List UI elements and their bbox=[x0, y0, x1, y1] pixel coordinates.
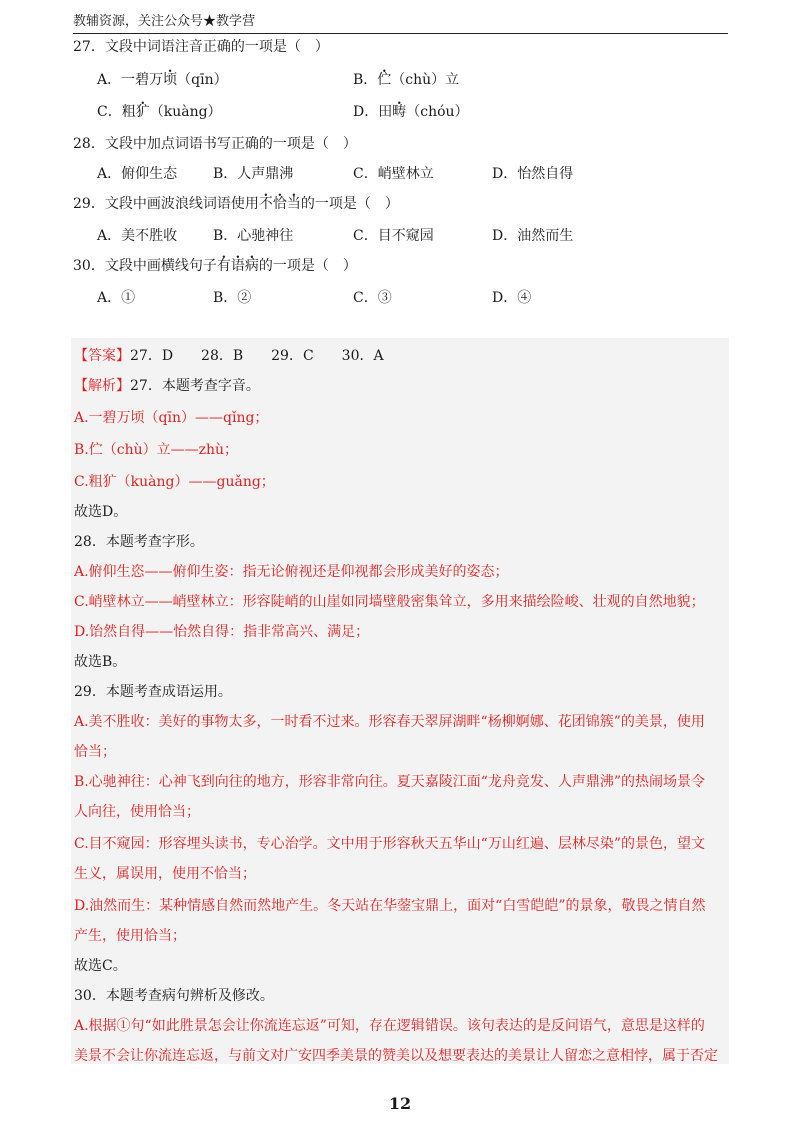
q27-option-a: A．一碧万顷（qīn） bbox=[97, 72, 228, 88]
answer-values: 27．D 28．B 29．C 30．A bbox=[130, 348, 384, 364]
q28-option-b: B．人声鼎沸 bbox=[213, 166, 294, 182]
analysis-line-15: C.目不窥园：形容埋头读书，专心治学。文中用于形容秋天五华山“万山红遍、层林尽染”的景色，望文 bbox=[74, 836, 705, 852]
analysis-line-4: 故选D。 bbox=[74, 504, 128, 520]
analysis-line-22: 美景不会让你流连忘返，与前文对广安四季美景的赞美以及想要表达的美景让人留恋之意相悖，属于否定 bbox=[74, 1048, 718, 1064]
analysis-line-5: 28．本题考查字形。 bbox=[74, 534, 204, 550]
question-28-stem: 28．文段中加点词语书写正确的一项是（ ） bbox=[73, 136, 357, 152]
page-header bbox=[73, 11, 728, 34]
q27-option-c: C．粗犷（kuàng） bbox=[97, 104, 222, 120]
page-number: 12 bbox=[388, 1094, 412, 1113]
q28-option-c: C．峭壁林立 bbox=[353, 166, 434, 182]
q30-option-c: C．③ bbox=[353, 290, 392, 306]
q29-option-b: B．心驰神往 bbox=[213, 228, 294, 244]
analysis-line-1: A.一碧万顷（qīn）——qǐng； bbox=[74, 410, 269, 426]
analysis-line-14: 人向往，使用恰当； bbox=[74, 804, 200, 820]
analysis-line-2: B.伫（chù）立——zhù； bbox=[74, 442, 239, 458]
analysis-line-18: 产生，使用恰当； bbox=[74, 928, 186, 944]
q29-option-c: C．目不窥园 bbox=[353, 228, 434, 244]
q27-option-b: B．伫（chù）立 bbox=[353, 72, 460, 88]
analysis-line-10: 29．本题考查成语运用。 bbox=[74, 684, 232, 700]
analysis-line-0: 【解析】27．本题考查字音。 bbox=[74, 378, 260, 394]
question-29-stem: 29．文段中画波浪线词语使用不恰当的一项是（ ） bbox=[73, 196, 399, 212]
question-27-stem: 27．文段中词语注音正确的一项是（ ） bbox=[73, 39, 329, 55]
analysis-line-21: A.根据①句“如此胜景怎会让你流连忘返”可知，存在逻辑错误。该句表达的是反问语气，意思是这样的 bbox=[74, 1018, 705, 1034]
analysis-line-7: C.峭壁林立——峭壁林立：形容陡峭的山崖如同墙壁般密集耸立，多用来描绘险峻、壮观的自然地貌； bbox=[74, 594, 705, 610]
analysis-line-13: B.心驰神往：心神飞到向往的地方，形容非常向往。夏天嘉陵江面“龙舟竞发、人声鼎沸”的热闹场景令 bbox=[74, 774, 706, 790]
analysis-line-12: 恰当； bbox=[74, 744, 116, 760]
answer-line bbox=[74, 346, 384, 366]
analysis-line-17: D.油然而生：某种情感自然而然地产生。冬天站在华蓥宝鼎上，面对“白雪皑皑”的景象，敬畏之情自然 bbox=[74, 898, 706, 914]
analysis-line-16: 生义，属误用，使用不恰当； bbox=[74, 866, 256, 882]
analysis-line-3: C.粗犷（kuàng）——guǎng； bbox=[74, 474, 275, 490]
q29-option-d: D．油然而生 bbox=[492, 228, 574, 244]
analysis-label: 【解析】 bbox=[74, 378, 130, 394]
analysis-line-8: D.饴然自得——怡然自得：指非常高兴、满足； bbox=[74, 624, 370, 640]
question-30-stem: 30．文段中画横线句子有语病的一项是（ ） bbox=[73, 258, 357, 274]
analysis-line-11: A.美不胜收：美好的事物太多，一时看不过来。形容春天翠屏湖畔“杨柳婀娜、花团锦簇”的美景，使用 bbox=[74, 714, 705, 730]
analysis-line-6: A.俯仰生恣——俯仰生姿：指无论俯视还是仰视都会形成美好的姿态； bbox=[74, 564, 509, 580]
q30-option-a: A．① bbox=[97, 290, 136, 306]
analysis-line-9: 故选B。 bbox=[74, 654, 127, 670]
answer-label: 【答案】 bbox=[74, 348, 130, 364]
q28-option-a: A．俯仰生态 bbox=[97, 166, 178, 182]
q30-option-b: B．② bbox=[213, 290, 252, 306]
analysis-line-20: 30．本题考查病句辨析及修改。 bbox=[74, 988, 274, 1004]
q27-option-d: D．田畴（chóu） bbox=[353, 104, 469, 120]
header-text: 教辅资源，关注公众号★教学营 bbox=[73, 14, 256, 29]
analysis-line-19: 故选C。 bbox=[74, 958, 127, 974]
q29-option-a: A．美不胜收 bbox=[97, 228, 178, 244]
q30-option-d: D．④ bbox=[492, 290, 532, 306]
q28-option-d: D．怡然自得 bbox=[492, 166, 574, 182]
